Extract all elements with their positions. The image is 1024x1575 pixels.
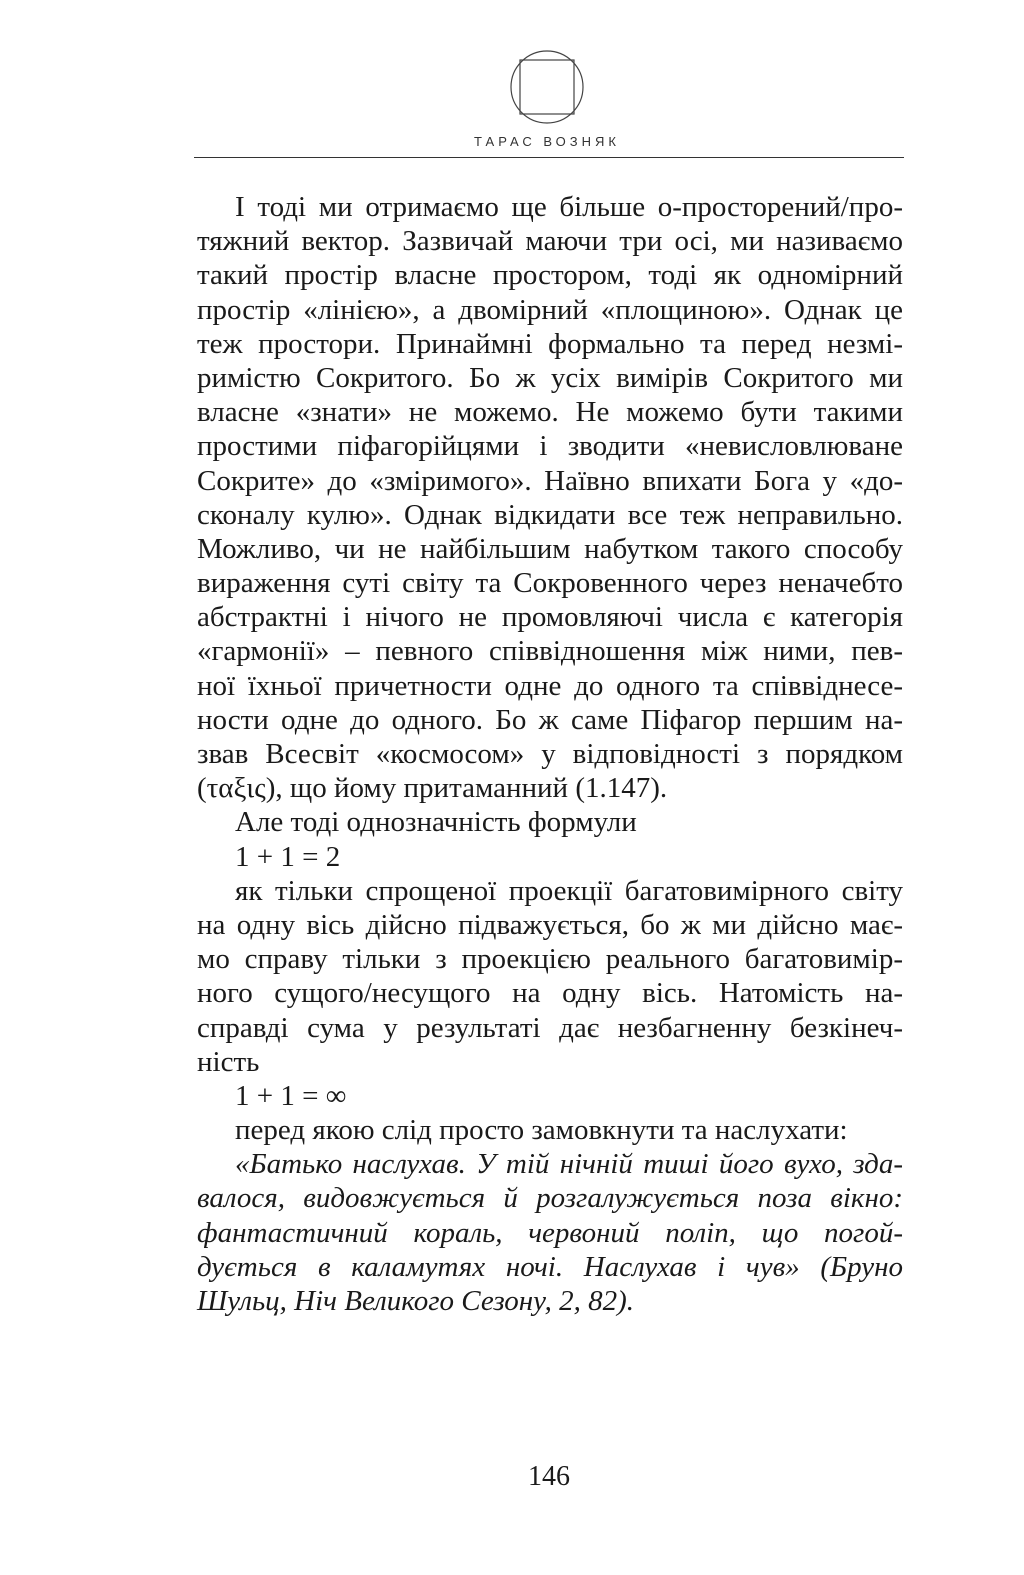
text-line: власне «знати» не можемо. Не можемо бути такими xyxy=(197,396,903,429)
quote-line: дується в каламутях ночі. Наслухав і чув» (Бруно xyxy=(197,1250,903,1283)
page-number: 146 xyxy=(528,1461,570,1492)
text-line: на одну вісь дійсно підважується, бо ж ми дійсно має- xyxy=(197,908,903,941)
text-line: ности одне до одного. Бо ж саме Піфагор першим на- xyxy=(197,703,903,736)
text-line: перед якою слід просто замовкнути та наслухати: xyxy=(235,1114,848,1147)
text-line: вираження суті світу та Сокровенного через неначебто xyxy=(197,567,903,600)
quote-line: валося, видовжується й розгалужується поза вікно: xyxy=(197,1182,903,1215)
quote-line: Шульц, Ніч Великого Сезону, 2, 82). xyxy=(197,1285,634,1317)
running-header-title: ТАРАС ВОЗНЯК xyxy=(474,134,620,149)
text-line: Але тоді однозначність формули xyxy=(235,806,637,839)
formula-line: 1 + 1 = 2 xyxy=(235,840,341,873)
text-line: звав Всесвіт «космосом» у відповідності з порядком xyxy=(197,738,903,770)
text-line: римістю Сокритого. Бо ж усіх вимірів Сокритого ми xyxy=(197,361,903,394)
text-line: простими піфагорійцями і зводити «невисловлюване xyxy=(197,430,903,463)
body-text xyxy=(197,190,903,1318)
text-line: «гармонії» – певного співвідношення між ними, пев- xyxy=(197,635,903,668)
text-line: як тільки спрощеної проекції багатовимірного світу xyxy=(235,874,903,907)
text-line: ного сущого/несущого на одну вісь. Натомість на- xyxy=(197,977,903,1010)
text-line: І тоді ми отримаємо ще більше о-просторений/про- xyxy=(235,191,903,223)
text-line: ної їхньої причетности одне до одного та співвіднесе- xyxy=(197,669,903,702)
text-line: справді сума у результаті дає незбагненну безкінеч- xyxy=(197,1011,903,1044)
text-line: Сокрите» до «зміримого». Наївно впихати Бога у «до- xyxy=(197,464,903,497)
text-line: теж простори. Принаймні формально та перед незмі- xyxy=(197,327,903,360)
quote-line: «Батько наслухав. У тій нічній тиші його вухо, зда- xyxy=(235,1148,903,1181)
header-rule xyxy=(194,157,904,158)
text-line: мо справу тільки з проекцією реального багатовимір- xyxy=(197,943,903,976)
text-line: Можливо, чи не найбільшим набутком такого способу xyxy=(197,532,903,565)
text-line: простір «лінією», а двомірний «площиною». Однак це xyxy=(197,293,903,326)
text-line: тяжний вектор. Зазвичай маючи три осі, ми називаємо xyxy=(197,225,903,258)
text-line: абстрактні і нічого не промовляючі числа є категорія xyxy=(197,601,903,634)
quote-line: фантастичний кораль, червоний поліп, що погой- xyxy=(197,1216,903,1249)
text-line: сконалу кулю». Однак відкидати все теж неправильно. xyxy=(197,498,903,531)
text-line: ність xyxy=(197,1045,260,1078)
formula-line: 1 + 1 = ∞ xyxy=(235,1079,347,1112)
circle-in-square-icon xyxy=(509,49,585,125)
text-line: (ταξις), що йому притаманний (1.147). xyxy=(197,772,668,805)
text-line: такий простір власне простором, тоді як одномірний xyxy=(197,259,903,292)
